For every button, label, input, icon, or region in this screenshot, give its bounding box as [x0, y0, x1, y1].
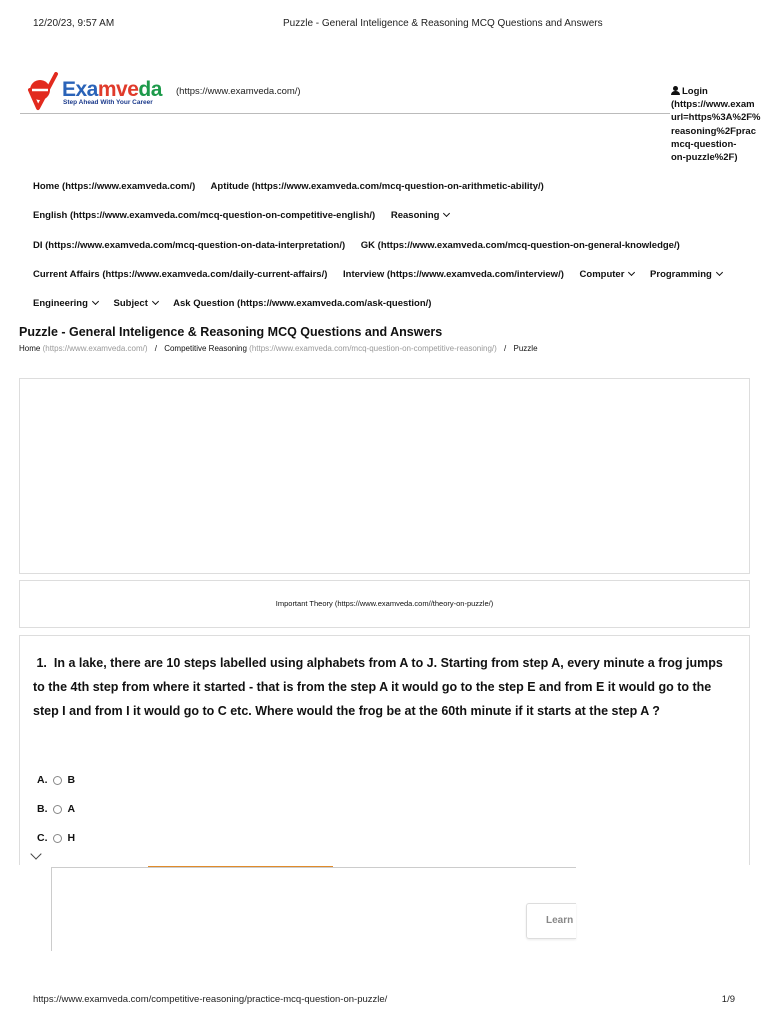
logo-tagline: Step Ahead With Your Career: [63, 99, 153, 106]
nav-di[interactable]: DI (https://www.examveda.com/mcq-question-on-data-interpretation/): [33, 240, 346, 251]
site-logo[interactable]: [26, 72, 301, 112]
nav-engineering-dropdown[interactable]: [33, 298, 98, 309]
option-text: H: [67, 832, 76, 844]
option-text: A: [67, 803, 76, 815]
breadcrumb-home[interactable]: [19, 344, 148, 353]
nav-engineering-label: Engineering: [33, 298, 88, 309]
nav-row: [33, 181, 557, 192]
nav-programming-dropdown[interactable]: [650, 269, 722, 280]
option-letter: C.: [37, 832, 48, 844]
nav-current-affairs[interactable]: Current Affairs (https://www.examveda.com/daily-current-affairs/): [33, 269, 328, 280]
radio-button[interactable]: [53, 834, 62, 843]
option-text: B: [67, 774, 76, 786]
question-text: [33, 651, 733, 723]
radio-button[interactable]: [53, 805, 62, 814]
nav-interview[interactable]: Interview (https://www.examveda.com/interview/): [343, 269, 564, 280]
breadcrumb-separator: /: [504, 344, 507, 353]
nav-row: [33, 240, 693, 251]
option-a[interactable]: [37, 774, 75, 786]
breadcrumb: [19, 344, 538, 353]
breadcrumb-separator: /: [154, 344, 157, 353]
login-label: Login: [682, 86, 708, 97]
print-url: https://www.examveda.com/competitive-reasoning/practice-mcq-question-on-puzzle/: [33, 994, 388, 1005]
nav-subject-label: Subject: [113, 298, 148, 309]
logo-url: (https://www.examveda.com/): [176, 86, 301, 97]
nav-reasoning-label: Reasoning: [390, 210, 440, 221]
nav-reasoning-dropdown[interactable]: [391, 210, 450, 221]
chevron-down-icon: [716, 269, 723, 276]
option-letter: A.: [37, 774, 48, 786]
logo-wordmark: Examveda: [62, 78, 162, 101]
ad-placeholder: [19, 378, 750, 574]
chevron-down-icon: [443, 210, 450, 217]
breadcrumb-section-label: Competitive Reasoning: [164, 344, 247, 353]
nav-home[interactable]: Home (https://www.examveda.com/): [33, 181, 196, 192]
learn-button[interactable]: Learn: [526, 903, 576, 939]
nav-programming-label: Programming: [650, 269, 712, 280]
nav-computer-label: Computer: [579, 269, 625, 280]
nav-gk[interactable]: GK (https://www.examveda.com/mcq-question-on-general-knowledge/): [360, 240, 680, 251]
chevron-down-icon: [92, 298, 99, 305]
question-number: 1.: [36, 656, 47, 670]
breadcrumb-section[interactable]: [164, 344, 497, 353]
nav-subject-dropdown[interactable]: [114, 298, 158, 309]
nav-english[interactable]: English (https://www.examveda.com/mcq-question-on-competitive-english/): [33, 210, 376, 221]
page-title: Puzzle - General Inteligence & Reasoning MCQ Questions and Answers: [19, 325, 443, 339]
breadcrumb-section-url: (https://www.examveda.com/mcq-question-on-competitive-reasoning/): [249, 344, 497, 353]
login-link[interactable]: [671, 85, 768, 164]
chevron-down-icon: [152, 298, 159, 305]
chevron-down-icon: [628, 269, 635, 276]
print-doc-title: Puzzle - General Inteligence & Reasoning MCQ Questions and Answers: [283, 18, 603, 29]
nav-ask-question[interactable]: Ask Question (https://www.examveda.com/ask-question/): [173, 298, 432, 309]
header-divider: [20, 113, 670, 114]
theory-box: [19, 580, 750, 628]
nav-aptitude[interactable]: Aptitude (https://www.examveda.com/mcq-question-on-arithmetic-ability/): [210, 181, 544, 192]
option-letter: B.: [37, 803, 48, 815]
option-b[interactable]: [37, 803, 75, 815]
radio-button[interactable]: [53, 776, 62, 785]
nav-row: [33, 210, 462, 221]
breadcrumb-home-url: (https://www.examveda.com/): [42, 344, 148, 353]
nav-row: [33, 298, 444, 309]
option-c[interactable]: [37, 832, 75, 844]
logo-mark-icon: [26, 72, 60, 112]
login-url-line: (https://www.exam: [671, 99, 755, 111]
breadcrumb-home-label: Home: [19, 344, 41, 353]
login-url-line: url=https%3A%2F%: [671, 112, 761, 124]
important-theory-link[interactable]: Important Theory (https://www.examveda.com//theory-on-puzzle/): [275, 599, 494, 608]
breadcrumb-current: Puzzle: [513, 344, 538, 353]
nav-row: [33, 269, 735, 280]
print-footer: [33, 994, 735, 1005]
user-icon: [671, 86, 680, 95]
login-url-line: reasoning%2Fprac: [671, 125, 756, 137]
login-url-line: mcq-question-: [671, 138, 737, 150]
print-page-number: 1/9: [721, 994, 735, 1005]
nav-computer-dropdown[interactable]: [580, 269, 635, 280]
ad-banner: [51, 867, 576, 951]
question-body: In a lake, there are 10 steps labelled using alphabets from A to J. Starting from step A, every minute a frog jumps to the 4th step from where it started - that is from the step A it would go to the step E and from E it would go to the step I and from I it would go to C etc. Where would the frog be at the 60th minute if it starts at the step A ?: [33, 656, 723, 718]
login-url-line: on-puzzle%2F): [671, 152, 738, 164]
print-datetime: 12/20/23, 9:57 AM: [33, 18, 115, 29]
